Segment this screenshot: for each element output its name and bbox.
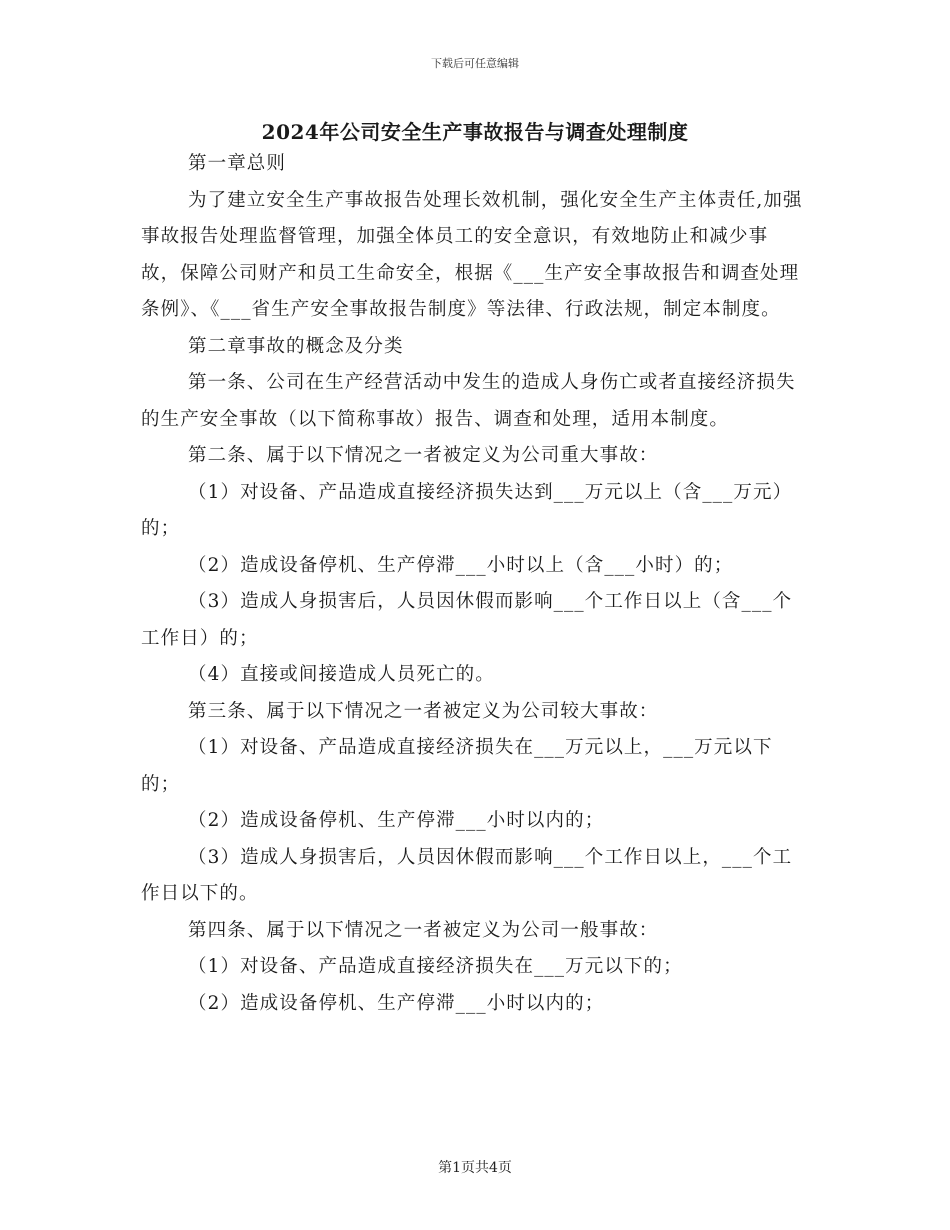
document-title: 2024年公司安全生产事故报告与调查处理制度 <box>261 120 689 144</box>
page-number: 第1页共4页 <box>438 1160 512 1176</box>
article-paragraph: 第三条、属于以下情况之一者被定义为公司较大事故： <box>188 700 659 722</box>
list-item: （3）造成人身损害后，人员因休假而影响___个工作日以上（含___个工作日）的； <box>141 591 793 649</box>
list-item: （1）对设备、产品造成直接经济损失在___万元以下的； <box>188 956 683 977</box>
list-item: （2）造成设备停机、生产停滞___小时以内的； <box>188 810 605 831</box>
list-item: （2）造成设备停机、生产停滞___小时以上（含___小时）的； <box>188 554 734 576</box>
article-paragraph: 第四条、属于以下情况之一者被定义为公司一般事故： <box>188 919 659 941</box>
list-item: （2）造成设备停机、生产停滞___小时以内的； <box>188 992 605 1014</box>
list-item: （3）造成人身损害后，人员因休假而影响___个工作日以上，___个工作日以下的。 <box>141 846 793 904</box>
chapter-heading: 第二章事故的概念及分类 <box>188 335 404 357</box>
article-paragraph: 第一条、公司在生产经营活动中发生的造成人身伤亡或者直接经济损失的生产安全事故（以下简称事故）报告、调查和处理，适用本制度。 <box>141 372 796 430</box>
header-note: 下载后可任意编辑 <box>431 57 519 70</box>
list-item: （1）对设备、产品造成直接经济损失达到___万元以上（含___万元）的； <box>141 481 793 539</box>
body-paragraph: 为了建立安全生产事故报告处理长效机制，强化安全生产主体责任,加强事故报告处理监督管理，加强全体员工的安全意识，有效地防止和减少事故，保障公司财产和员工生命安全，根据《___生产安全事故报告和调查处理条例》、《___省生产安全事故报告制度》等法律、行政法规，制定本制度。 <box>141 189 803 320</box>
list-item: （4）直接或间接造成人员死亡的。 <box>188 664 495 685</box>
chapter-heading: 第一章总则 <box>188 153 287 174</box>
list-item: （1）对设备、产品造成直接经济损失在___万元以上，___万元以下的； <box>141 737 773 795</box>
article-paragraph: 第二条、属于以下情况之一者被定义为公司重大事故： <box>188 445 659 466</box>
document-body <box>141 146 807 1022</box>
